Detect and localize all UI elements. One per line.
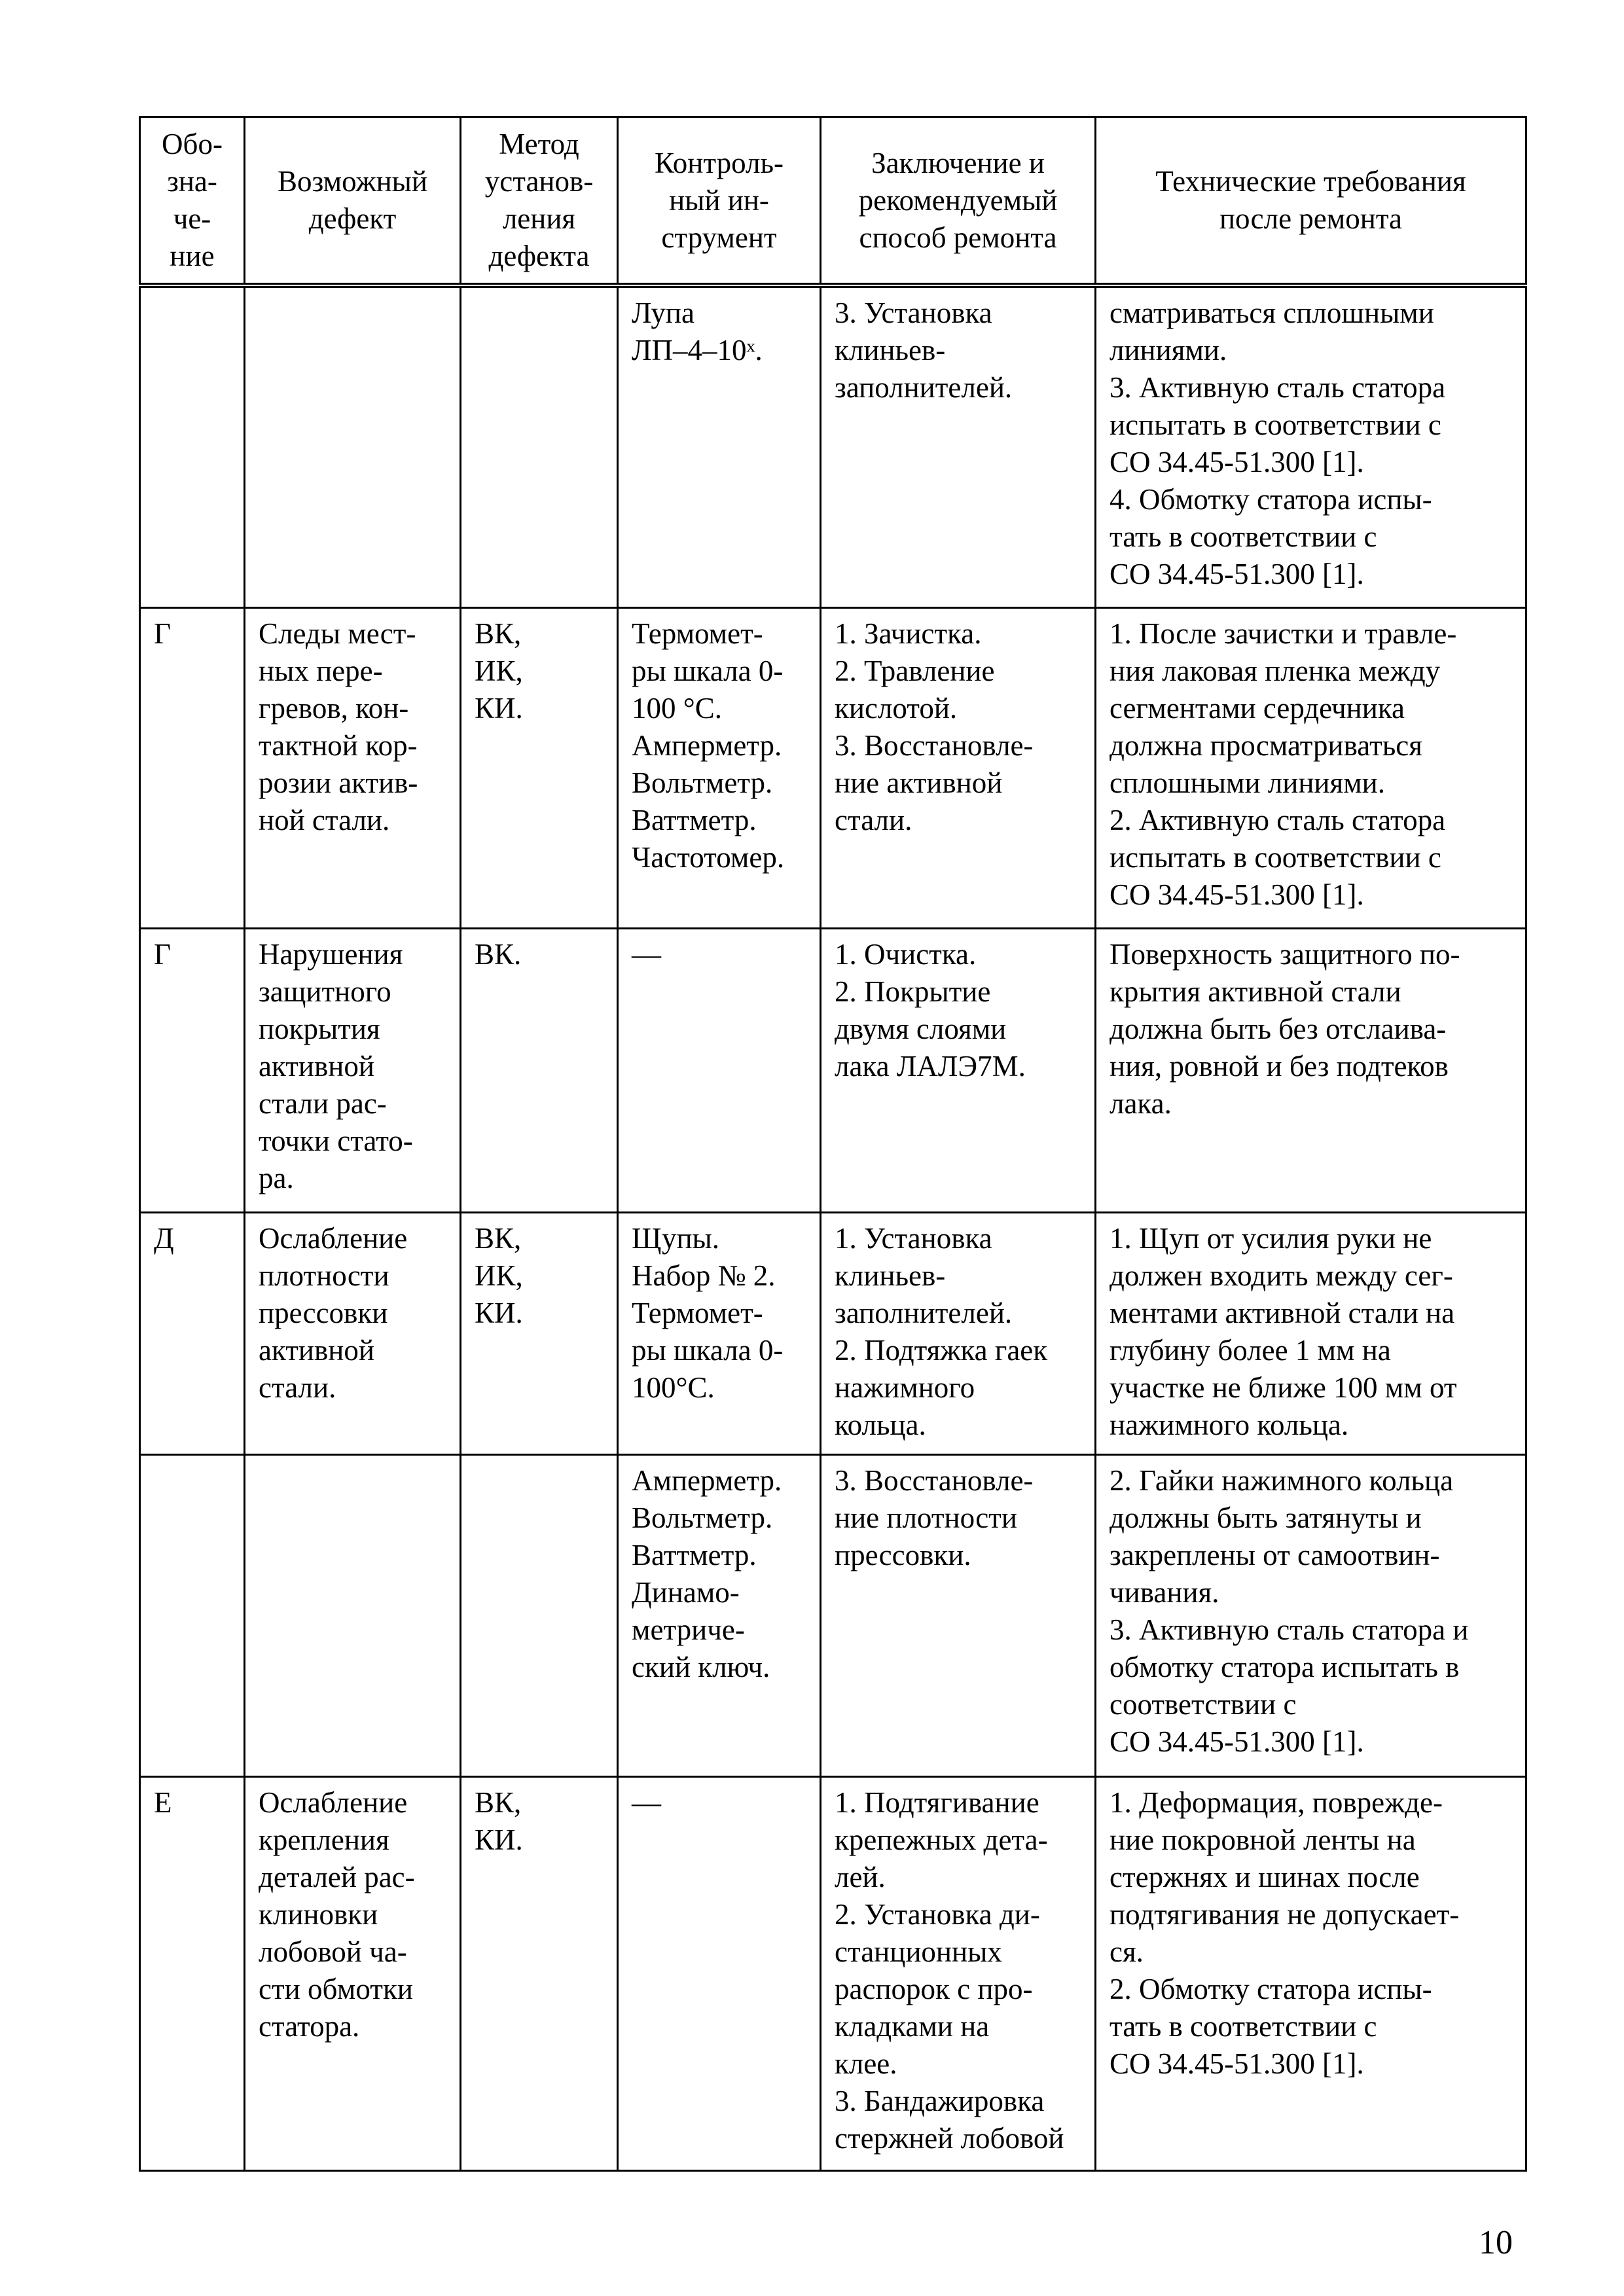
cell-text-line: 1. Зачистка. (835, 617, 982, 650)
header-row (140, 117, 1526, 286)
cell-text-line: Г (154, 617, 171, 650)
cell-technical-requirements (1096, 1212, 1526, 1454)
cell-text-line: кислотой. (835, 691, 958, 725)
cell-text-line: крепежных дета- (835, 1823, 1048, 1856)
cell-text-line: ВК, (475, 1221, 522, 1255)
cell-text-line: активной (259, 1333, 374, 1367)
cell-text-line: 3. Активную сталь статора (1110, 371, 1446, 404)
header-possible-defect (245, 117, 461, 286)
cell-text-line: Вольтметр. (632, 766, 773, 799)
cell-text-line: стали рас- (259, 1086, 387, 1120)
cell-text-line: должны быть затянуты и (1110, 1501, 1422, 1534)
cell-text-line: Лупа (632, 296, 695, 329)
cell-technical-requirements (1096, 1454, 1526, 1776)
cell-text-line: рекомендуемый (858, 183, 1058, 217)
cell-text-line: 2. Покрытие (835, 975, 991, 1008)
cell-text-line: тать в соответствии с (1110, 2009, 1377, 2043)
cell-text-line: КИ. (475, 691, 523, 725)
cell-text-line: 2. Гайки нажимного кольца (1110, 1463, 1454, 1497)
cell-text-line: Обо- (162, 128, 223, 160)
cell-text-line: линиями. (1110, 334, 1227, 367)
cell-text-line: после ремонта (1219, 202, 1403, 235)
cell-text-line: активной (259, 1049, 374, 1083)
cell-designation (140, 1776, 245, 2170)
header-conclusion-repair (821, 117, 1096, 286)
cell-text-line: двумя слоями (835, 1012, 1007, 1045)
cell-text-line: Ваттметр. (632, 1538, 757, 1571)
cell-text-line: должна просматриваться (1110, 728, 1422, 762)
cell-control-instrument (618, 1454, 821, 1776)
cell-text-line: покрытия (259, 1012, 380, 1045)
cell-detection-method (461, 1454, 618, 1776)
cell-text-line: Вольтметр. (632, 1501, 773, 1534)
cell-text-line: ние (170, 240, 215, 272)
cell-text-line: лака ЛАЛЭ7М. (835, 1049, 1026, 1083)
cell-designation (140, 928, 245, 1212)
cell-text-line: 1. Очистка. (835, 937, 977, 971)
cell-text-line: прессовки (259, 1296, 388, 1329)
table-row (140, 285, 1526, 607)
cell-text-line: должна быть без отслаива- (1110, 1012, 1447, 1045)
cell-text-line: защитного (259, 975, 391, 1008)
cell-detection-method (461, 607, 618, 928)
cell-text-line: кольца. (835, 1408, 926, 1441)
cell-text-line: 100 °С. (632, 691, 723, 725)
cell-text-line: статора. (259, 2009, 360, 2043)
cell-text-line: 3. Бандажировка (835, 2084, 1045, 2117)
cell-technical-requirements (1096, 928, 1526, 1212)
cell-text-line: должен входить между сег- (1110, 1259, 1453, 1292)
table-row (140, 1454, 1526, 1776)
cell-conclusion-repair (821, 1776, 1096, 2170)
header-detection-method (461, 117, 618, 286)
cell-text-line: сплошными линиями. (1110, 766, 1385, 799)
cell-control-instrument (618, 1776, 821, 2170)
cell-text-line: кладками на (835, 2009, 990, 2043)
cell-text-line: деталей рас- (259, 1860, 415, 1893)
cell-text-line: ЛП–4–10ˣ. (632, 334, 763, 367)
cell-text-line: 3. Установка (835, 296, 992, 329)
cell-text-line: ние плотности (835, 1501, 1017, 1534)
cell-text-line: способ ремонта (859, 221, 1057, 254)
cell-text-line: 2. Установка ди- (835, 1897, 1040, 1931)
cell-text-line: Поверхность защитного по- (1110, 937, 1460, 971)
cell-text-line: крепления (259, 1823, 389, 1856)
cell-text-line: 2. Травление (835, 654, 995, 687)
cell-detection-method (461, 928, 618, 1212)
cell-control-instrument (618, 928, 821, 1212)
cell-text-line: 100°С. (632, 1371, 715, 1404)
cell-text-line: установ- (484, 165, 594, 198)
cell-text-line: ния лаковая пленка между (1110, 654, 1441, 687)
cell-text-line: ментами активной стали на (1110, 1296, 1455, 1329)
cell-text-line: ВК. (475, 937, 522, 971)
cell-conclusion-repair (821, 928, 1096, 1212)
cell-text-line: тактной кор- (259, 728, 418, 762)
cell-text-line: заполнителей. (835, 1296, 1013, 1329)
cell-detection-method (461, 1212, 618, 1454)
cell-text-line: 3. Восстановле- (835, 728, 1034, 762)
cell-text-line: Ослабление (259, 1221, 408, 1255)
cell-possible-defect (245, 1776, 461, 2170)
page-number: 10 (1479, 2224, 1513, 2261)
header-technical-requirements (1096, 117, 1526, 286)
cell-designation (140, 285, 245, 607)
cell-text-line: 1. Подтягивание (835, 1785, 1039, 1819)
table-row (140, 1212, 1526, 1454)
cell-text-line: Термомет- (632, 617, 763, 650)
cell-designation (140, 1212, 245, 1454)
cell-text-line: подтягивания не допускает- (1110, 1897, 1460, 1931)
cell-text-line: глубину более 1 мм на (1110, 1333, 1391, 1367)
cell-text-line: ние активной (835, 766, 1003, 799)
cell-text-line: 1. Деформация, поврежде- (1110, 1785, 1443, 1819)
cell-text-line: ния, ровной и без подтеков (1110, 1049, 1449, 1083)
cell-text-line: дефект (308, 202, 397, 235)
cell-possible-defect (245, 1454, 461, 1776)
cell-text-line: плотности (259, 1259, 389, 1292)
cell-text-line: СО 34.45-51.300 [1]. (1110, 2047, 1364, 2080)
cell-text-line: Щупы. (632, 1221, 720, 1255)
cell-text-line: Г (154, 937, 171, 971)
cell-text-line: сматриваться сплошными (1110, 296, 1434, 329)
cell-control-instrument (618, 607, 821, 928)
cell-conclusion-repair (821, 1212, 1096, 1454)
cell-text-line: тать в соответствии с (1110, 520, 1377, 553)
cell-text-line: чивания. (1110, 1575, 1219, 1609)
cell-text-line: КИ. (475, 1823, 523, 1856)
defect-table (139, 116, 1527, 2172)
cell-text-line: 2. Активную сталь статора (1110, 803, 1446, 836)
cell-technical-requirements (1096, 285, 1526, 607)
cell-text-line: стали. (835, 803, 912, 836)
cell-text-line: соответствии с (1110, 1687, 1297, 1721)
cell-text-line: 2. Подтяжка гаек (835, 1333, 1048, 1367)
cell-text-line: ский ключ. (632, 1650, 770, 1683)
cell-text-line: 2. Обмотку статора испы- (1110, 1972, 1432, 2005)
cell-text-line: Заключение и (871, 146, 1045, 179)
cell-text-line: зна- (167, 165, 217, 198)
cell-text-line: 1. Установка (835, 1221, 992, 1255)
cell-text-line: СО 34.45-51.300 [1]. (1110, 1725, 1364, 1758)
cell-text-line: клее. (835, 2047, 897, 2080)
cell-text-line: ние покровной ленты на (1110, 1823, 1416, 1856)
cell-text-line: СО 34.45-51.300 [1]. (1110, 878, 1364, 911)
cell-text-line: Амперметр. (632, 1463, 782, 1497)
cell-text-line: 1. Щуп от усилия руки не (1110, 1221, 1432, 1255)
cell-text-line: СО 34.45-51.300 [1]. (1110, 446, 1364, 478)
cell-text-line: ИК, (475, 1259, 523, 1292)
cell-text-line: лобовой ча- (259, 1935, 407, 1968)
cell-text-line: крытия активной стали (1110, 975, 1401, 1008)
cell-text-line: нажимного кольца. (1110, 1408, 1349, 1441)
cell-designation (140, 607, 245, 928)
cell-text-line: ВК, (475, 617, 522, 650)
cell-detection-method (461, 1776, 618, 2170)
cell-text-line: Контроль- (655, 146, 784, 179)
cell-text-line: Набор № 2. (632, 1259, 776, 1292)
cell-text-line: метриче- (632, 1613, 745, 1646)
cell-text-line: ления (502, 202, 576, 235)
cell-text-line: Е (154, 1785, 172, 1819)
cell-text-line: СО 34.45-51.300 [1]. (1110, 558, 1364, 590)
cell-text-line: розии актив- (259, 766, 418, 799)
cell-text-line: сти обмотки (259, 1972, 413, 2005)
cell-text-line: лака. (1110, 1086, 1172, 1120)
cell-text-line: Следы мест- (259, 617, 416, 650)
cell-text-line: станционных (835, 1935, 1002, 1968)
cell-text-line: Технические требования (1155, 165, 1466, 198)
header-control-instrument (618, 117, 821, 286)
cell-text-line: нажимного (835, 1371, 975, 1404)
cell-text-line: 4. Обмотку статора испы- (1110, 483, 1432, 516)
cell-text-line: Термомет- (632, 1296, 763, 1329)
cell-text-line: 3. Восстановле- (835, 1463, 1034, 1497)
cell-text-line: стержнях и шинах после (1110, 1860, 1420, 1893)
cell-text-line: ных пере- (259, 654, 383, 687)
cell-text-line: Ослабление (259, 1785, 408, 1819)
cell-possible-defect (245, 285, 461, 607)
cell-text-line: ный ин- (669, 183, 769, 217)
cell-text-line: закреплены от самоотвин- (1110, 1538, 1440, 1571)
cell-text-line: дефекта (488, 240, 590, 272)
cell-text-line: ра. (259, 1161, 294, 1194)
cell-text-line: — (632, 1785, 661, 1819)
cell-text-line: гревов, кон- (259, 691, 409, 725)
cell-text-line: испытать в соответствии с (1110, 408, 1441, 441)
cell-text-line: клиновки (259, 1897, 378, 1931)
cell-control-instrument (618, 285, 821, 607)
cell-text-line: Амперметр. (632, 728, 782, 762)
cell-text-line: ры шкала 0- (632, 654, 784, 687)
cell-text-line: КИ. (475, 1296, 523, 1329)
cell-text-line: Возможный (278, 165, 427, 198)
table-row (140, 607, 1526, 928)
cell-text-line: Динамо- (632, 1575, 740, 1609)
cell-text-line: Д (154, 1221, 174, 1255)
cell-text-line: ной стали. (259, 803, 390, 836)
cell-technical-requirements (1096, 607, 1526, 928)
cell-text-line: ИК, (475, 654, 523, 687)
cell-text-line: ры шкала 0- (632, 1333, 784, 1367)
cell-text-line: обмотку статора испытать в (1110, 1650, 1460, 1683)
cell-possible-defect (245, 607, 461, 928)
cell-text-line: стержней лобовой (835, 2121, 1064, 2155)
cell-text-line: клиньев- (835, 1259, 946, 1292)
cell-text-line: 1. После зачистки и травле- (1110, 617, 1457, 650)
cell-detection-method (461, 285, 618, 607)
cell-text-line: че- (173, 202, 211, 235)
cell-text-line: распорок с про- (835, 1972, 1033, 2005)
cell-text-line: сегментами сердечника (1110, 691, 1405, 725)
cell-text-line: лей. (835, 1860, 886, 1893)
cell-technical-requirements (1096, 1776, 1526, 2170)
cell-conclusion-repair (821, 1454, 1096, 1776)
cell-designation (140, 1454, 245, 1776)
table-row (140, 1776, 1526, 2170)
cell-text-line: стали. (259, 1371, 336, 1404)
cell-text-line: Нарушения (259, 937, 403, 971)
cell-conclusion-repair (821, 285, 1096, 607)
cell-text-line: ВК, (475, 1785, 522, 1819)
cell-possible-defect (245, 1212, 461, 1454)
cell-text-line: заполнителей. (835, 371, 1013, 404)
cell-text-line: участке не ближе 100 мм от (1110, 1371, 1457, 1404)
cell-text-line: точки стато- (259, 1124, 413, 1157)
cell-text-line: Ваттметр. (632, 803, 757, 836)
cell-text-line: — (632, 937, 661, 971)
cell-text-line: Частотомер. (632, 840, 785, 874)
cell-text-line: прессовки. (835, 1538, 971, 1571)
header-designation (140, 117, 245, 286)
cell-text-line: ся. (1110, 1935, 1144, 1968)
cell-text-line: струмент (661, 221, 777, 254)
cell-control-instrument (618, 1212, 821, 1454)
cell-text-line: 3. Активную сталь статора и (1110, 1613, 1469, 1646)
cell-text-line: испытать в соответствии с (1110, 840, 1441, 874)
cell-text-line: клиньев- (835, 334, 946, 367)
table-row (140, 928, 1526, 1212)
cell-text-line: Метод (499, 128, 579, 160)
cell-conclusion-repair (821, 607, 1096, 928)
cell-possible-defect (245, 928, 461, 1212)
